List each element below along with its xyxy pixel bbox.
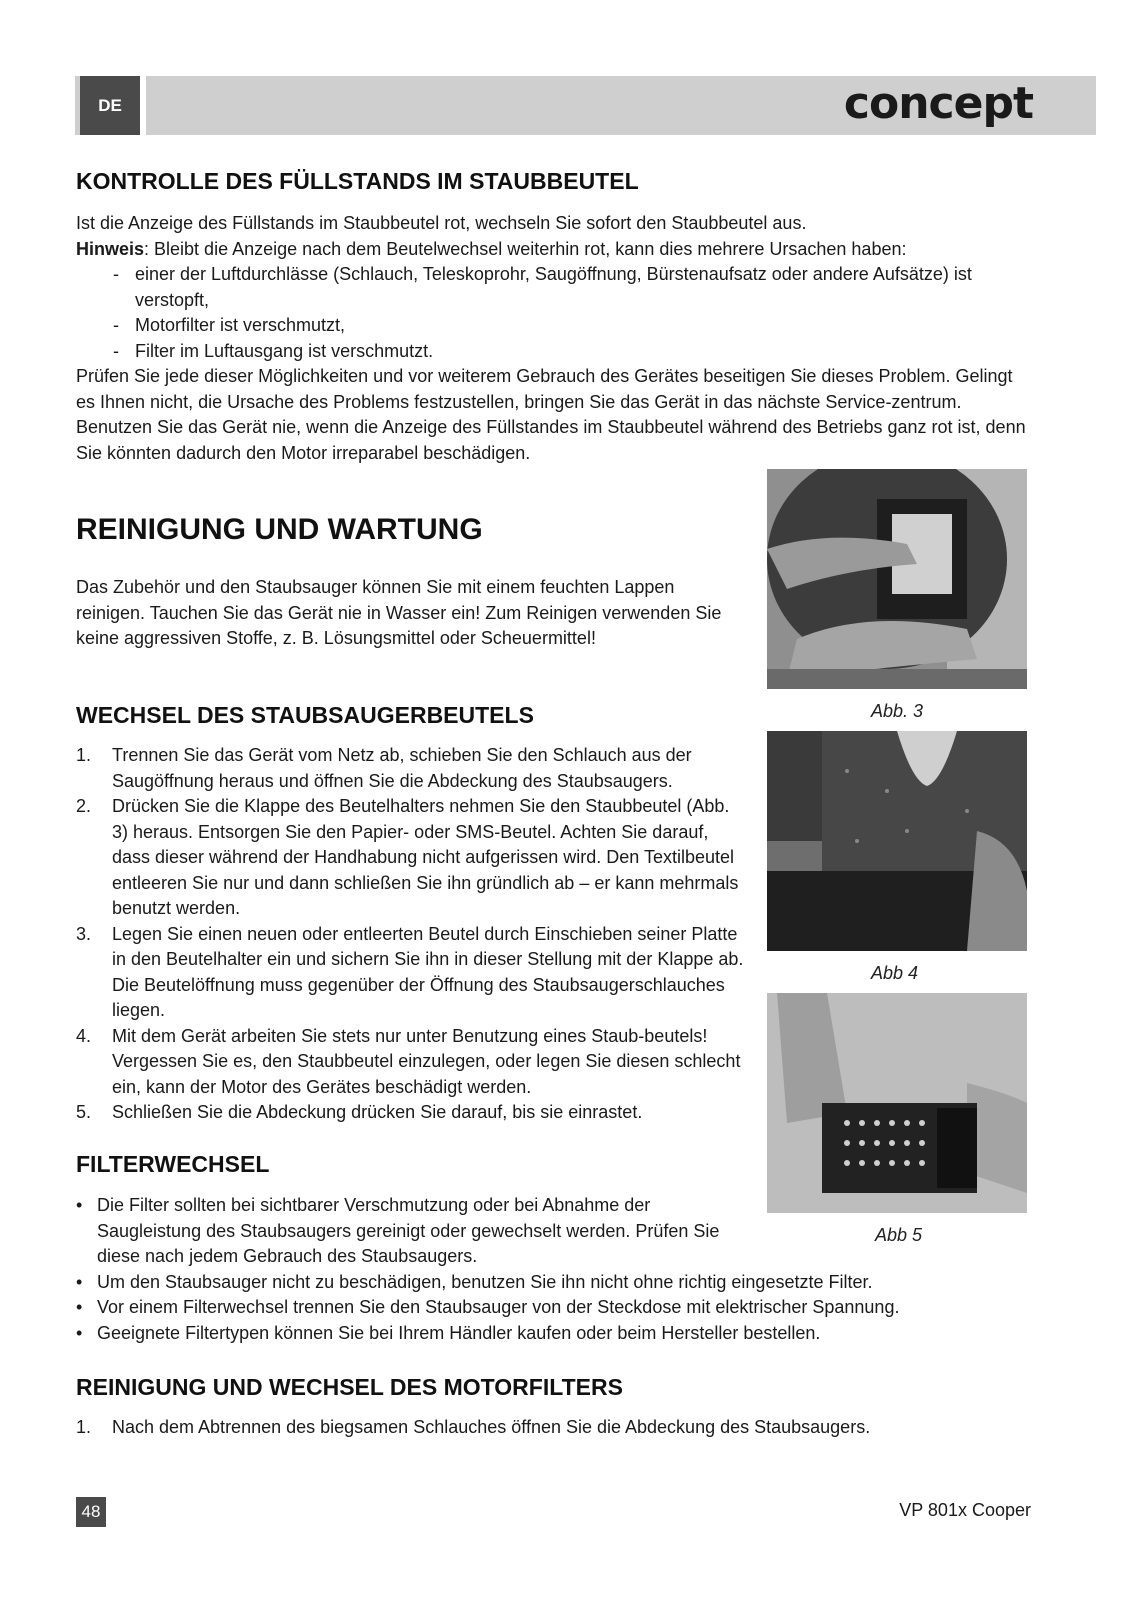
figure-5-photo [767,993,1027,1213]
brand-logo: concept [843,78,1033,129]
figure-4-photo [767,731,1027,951]
cause-list [76,262,1036,364]
list-item-text: Vor einem Filterwechsel trennen Sie den Staubsauger von der Steckdose mit elektrischer Spannung. [97,1297,900,1317]
hint-label: Hinweis [76,238,145,259]
paragraph: Das Zubehör und den Staubsauger können Sie mit einem feuchten Lappen reinigen. Tauchen Sie das Gerät nie in Wasser ein! Zum Reinigen verwenden Sie keine aggressiven Stoffe, z. B. Lösungsmittel oder Scheuermittel! [76,577,722,648]
list-item-text: Motorfilter ist verschmutzt, [135,315,346,335]
hint-paragraph [76,237,1036,263]
list-item-text: Filter im Luftausgang ist verschmutzt. [135,340,434,361]
section-reinigung-body [76,575,746,652]
list-item-text: Die Filter sollten bei sichtbarer Verschmutzung oder bei Abnahme der Saugleistung des Staubsaugers gereinigt oder gewechselt werden. Prüfen Sie diese nach jedem Gebrauch des Staubsaugers. [97,1195,720,1266]
list-item-text: Trennen Sie das Gerät vom Netz ab, schieben Sie den Schlauch aus der Saugöffnung heraus und öffnen Sie die Abdeckung des Staubsaugers. [112,745,692,791]
steps-list [76,743,746,1126]
section-title-beutelwechsel: WECHSEL DES STAUBSAUGERBEUTELS [76,702,534,728]
list-item-text: Geeignete Filtertypen können Sie bei Ihrem Händler kaufen oder beim Hersteller bestellen. [97,1322,821,1343]
steps-list [76,1415,1036,1441]
list-item: 1. Nach dem Abtrennen des biegsamen Schlauches öffnen Sie die Abdeckung des Staubsaugers. [76,1417,871,1437]
list-item: - einer der Luftdurchlässe (Schlauch, Teleskoprohr, Saugöffnung, Bürstenaufsatz oder andere Aufsätze) ist verstopft, [113,264,972,310]
list-item-text: Um den Staubsauger nicht zu beschädigen, benutzen Sie ihn nicht ohne richtig eingesetzte Filter. [97,1271,873,1292]
section-title-reinigung: REINIGUNG UND WARTUNG [76,513,483,546]
list-item-text: Mit dem Gerät arbeiten Sie stets nur unter Benutzung eines Staub-beutels! Vergessen Sie es, den Staubbeutel einzulegen, oder legen Sie diesen schlecht ein, kann der Motor des Gerätes beschädigt werden. [112,1025,741,1097]
list-item-text: Schließen Sie die Abdeckung drücken Sie darauf, bis sie einrastet. [112,1102,643,1122]
list-item: 1. Trennen Sie das Gerät vom Netz ab, schieben Sie den Schlauch aus der Saugöffnung heraus und öffnen Sie die Abdeckung des Staubsaugers. [76,745,692,791]
list-item: • Geeignete Filtertypen können Sie bei Ihrem Händler kaufen oder beim Hersteller bestellen. [76,1322,821,1343]
section-filterwechsel-body [76,1193,1036,1346]
figure-3-photo [767,469,1027,689]
page-number: 48 [76,1497,106,1527]
section-title-filterwechsel: FILTERWECHSEL [76,1151,270,1177]
list-item: • Vor einem Filterwechsel trennen Sie den Staubsauger von der Steckdose mit elektrischer Spannung. [76,1297,900,1317]
list-item: • Die Filter sollten bei sichtbarer Verschmutzung oder bei Abnahme der Saugleistung des Staubsaugers gereinigt oder gewechselt werden. Prüfen Sie diese nach jedem Gebrauch des Staubsaugers. [76,1195,720,1266]
figure-4-caption: Abb 4 [871,963,919,983]
list-item: 2. Drücken Sie die Klappe des Beutelhalters nehmen Sie den Staubbeutel (Abb. 3) heraus. Entsorgen Sie den Papier- oder SMS-Beutel. Achten Sie darauf, dass dieser während der Handhabung nicht aufgerissen wird. Den Textilbeutel entleeren Sie nur und dann schließen Sie ihn gründlich ab – er kann mehrmals benutzt werden. [76,796,739,918]
model-name: VP 801x Cooper [899,1500,1031,1520]
section-title-fuellstand: KONTROLLE DES FÜLLSTANDS IM STAUBBEUTEL [76,168,639,194]
list-item-text: Nach dem Abtrennen des biegsamen Schlauches öffnen Sie die Abdeckung des Staubsaugers. [112,1417,871,1437]
bullet-list [76,1193,1036,1346]
list-item-text: Legen Sie einen neuen oder entleerten Beutel durch Einschieben seiner Platte in den Beutelhalter ein und sichern Sie ihn in dieser Stellung mit der Klappe ab. Die Beutelöffnung muss gegenüber der Öffnung des Staubsaugerschlauches liegen. [112,923,744,1020]
language-badge: DE [80,76,140,135]
section-motorfilter-body [76,1415,1036,1441]
list-item: - Motorfilter ist verschmutzt, [113,315,346,335]
section-title-motorfilter: REINIGUNG UND WECHSEL DES MOTORFILTERS [76,1374,623,1400]
list-item: 5. Schließen Sie die Abdeckung drücken Sie darauf, bis sie einrastet. [76,1102,643,1122]
list-item-text: einer der Luftdurchlässe (Schlauch, Teleskoprohr, Saugöffnung, Bürstenaufsatz oder andere Aufsätze) ist verstopft, [135,264,972,310]
paragraph: Prüfen Sie jede dieser Möglichkeiten und vor weiterem Gebrauch des Gerätes beseitigen Sie dieses Problem. Gelingt es Ihnen nicht, die Ursache des Problems festzustellen, bringen Sie das Gerät in das nächste Service-zentrum. Benutzen Sie das Gerät nie, wenn die Anzeige des Füllstandes im Staubbeutel während des Betriebs ganz rot ist, denn Sie könnten dadurch den Motor irreparabel beschädigen. [76,366,1026,463]
section-beutelwechsel-body [76,743,746,1126]
hint-text: : Bleibt die Anzeige nach dem Beutelwechsel weiterhin rot, kann dies mehrere Ursachen haben: [144,238,907,259]
list-item: • Um den Staubsauger nicht zu beschädigen, benutzen Sie ihn nicht ohne richtig eingesetzte Filter. [76,1271,873,1292]
figure-5-caption: Abb 5 [875,1225,923,1245]
paragraph: Ist die Anzeige des Füllstands im Staubbeutel rot, wechseln Sie sofort den Staubbeutel aus. [76,213,807,233]
list-item-text: Drücken Sie die Klappe des Beutelhalters nehmen Sie den Staubbeutel (Abb. 3) heraus. Entsorgen Sie den Papier- oder SMS-Beutel. Achten Sie darauf, dass dieser während der Handhabung nicht aufgerissen wird. Den Textilbeutel entleeren Sie nur und dann schließen Sie ihn gründlich ab – er kann mehrmals benutzt werden. [112,796,739,918]
list-item: - Filter im Luftausgang ist verschmutzt. [113,340,434,361]
list-item: 3. Legen Sie einen neuen oder entleerten Beutel durch Einschieben seiner Platte in den Beutelhalter ein und sichern Sie ihn in dieser Stellung mit der Klappe ab. Die Beutelöffnung muss gegenüber der Öffnung des Staubsaugerschlauches liegen. [76,923,744,1020]
header-divider [140,76,146,135]
section-fuellstand-body [76,211,1036,466]
list-item: 4. Mit dem Gerät arbeiten Sie stets nur unter Benutzung eines Staub-beutels! Vergessen Sie es, den Staubbeutel einzulegen, oder legen Sie diesen schlecht ein, kann der Motor des Gerätes beschädigt werden. [76,1025,741,1097]
figure-3-caption: Abb. 3 [871,701,924,721]
